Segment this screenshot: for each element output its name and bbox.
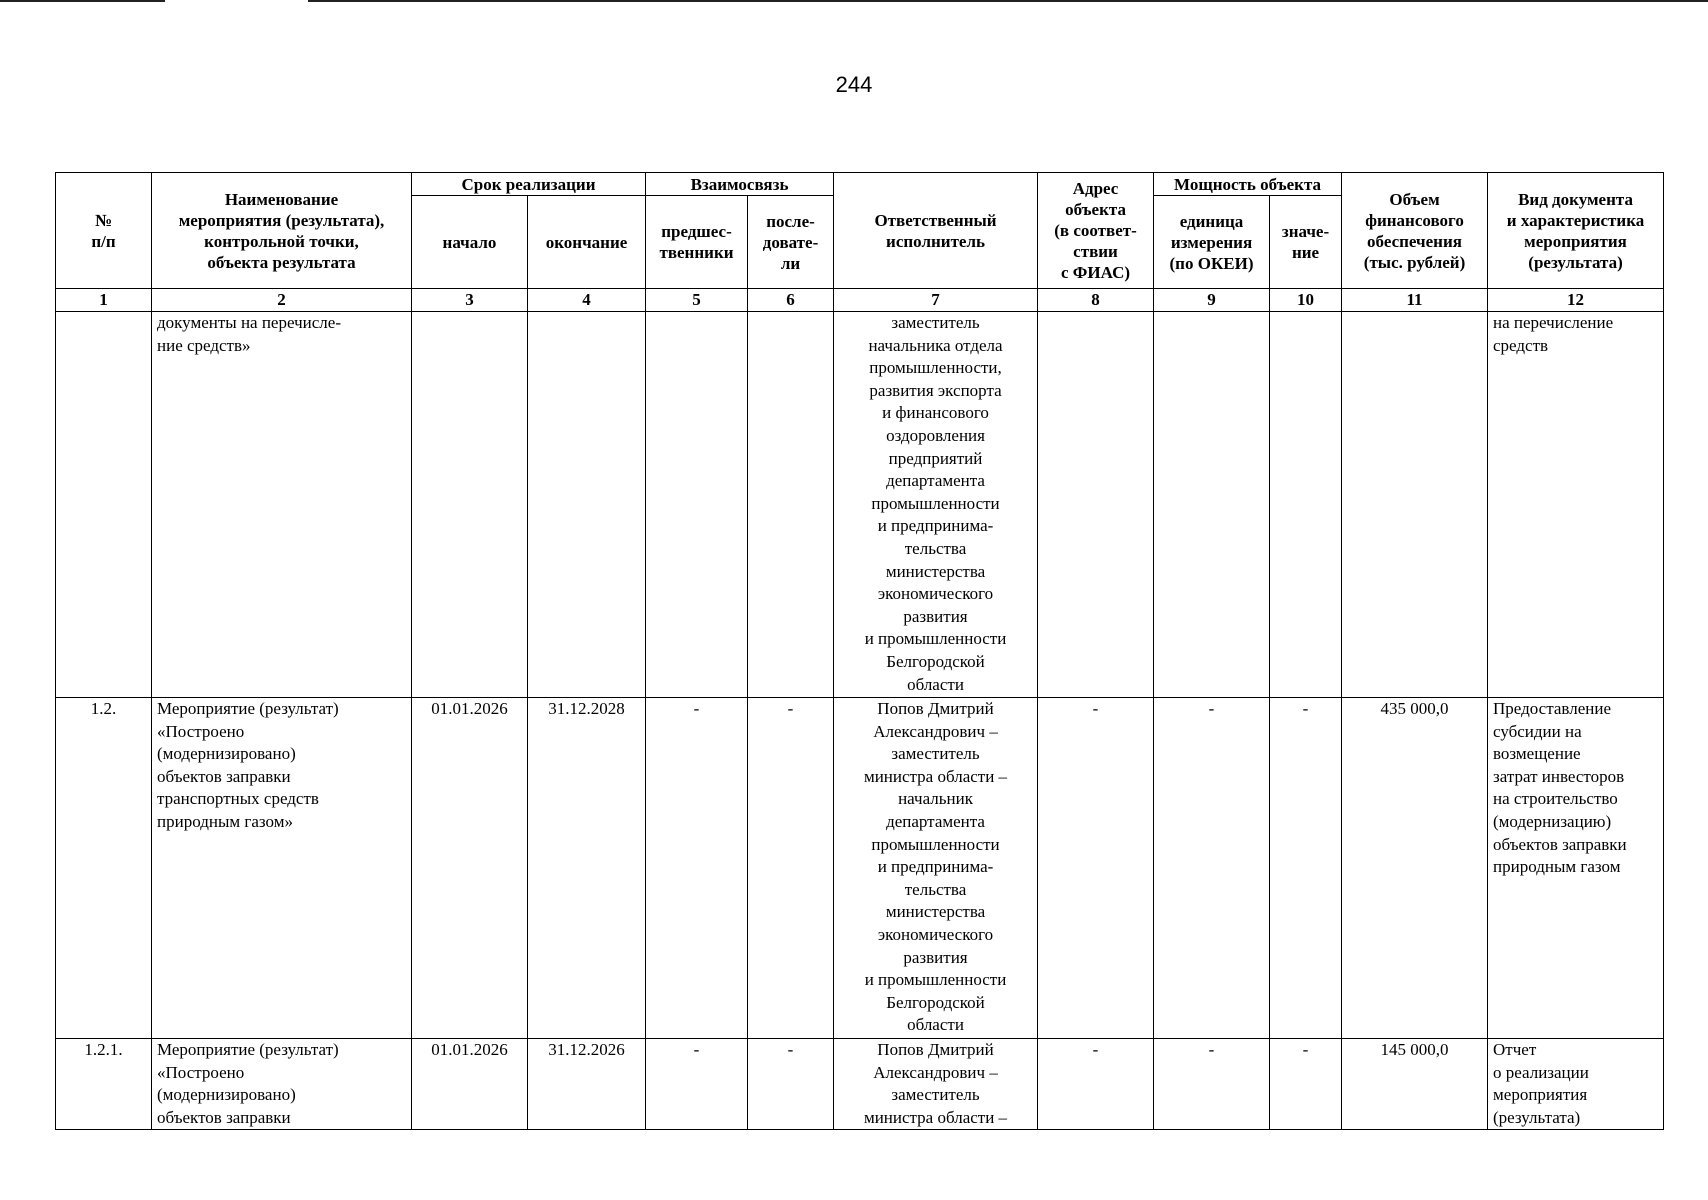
- cell-responsible: Попов Дмитрий Александрович – заместитель министра области – начальник департамента промышленности и предпринима- тельства министерства экономического развития и промышленности Белгородской области: [834, 698, 1038, 1039]
- table-row: [56, 1039, 1664, 1130]
- header-no: № п/п: [56, 173, 152, 289]
- header-capacity: Мощность объекта: [1154, 173, 1342, 196]
- column-number: 3: [412, 289, 528, 312]
- cell-next: -: [748, 698, 834, 1039]
- cell-start: [412, 312, 528, 698]
- column-number: 11: [1342, 289, 1488, 312]
- cell-no: 1.2.1.: [56, 1039, 152, 1130]
- header-name: Наименование мероприятия (результата), контрольной точки, объекта результата: [152, 173, 412, 289]
- column-number: 1: [56, 289, 152, 312]
- cell-name: Мероприятие (результат) «Построено (модернизировано) объектов заправки транспортных средств природным газом»: [152, 698, 412, 1039]
- top-rule-left: [0, 0, 165, 2]
- cell-doc: Отчет о реализации мероприятия (результата): [1488, 1039, 1664, 1130]
- table-row: [56, 312, 1664, 698]
- header-term-end: окончание: [528, 196, 646, 289]
- column-number: 8: [1038, 289, 1154, 312]
- column-number: 10: [1270, 289, 1342, 312]
- header-doc-type: Вид документа и характеристика мероприятия (результата): [1488, 173, 1664, 289]
- header-capacity-value: значе- ние: [1270, 196, 1342, 289]
- cell-start: 01.01.2026: [412, 698, 528, 1039]
- cell-value: -: [1270, 698, 1342, 1039]
- cell-finance: 145 000,0: [1342, 1039, 1488, 1130]
- column-number: 4: [528, 289, 646, 312]
- cell-responsible: Попов Дмитрий Александрович – заместитель министра области –: [834, 1039, 1038, 1130]
- column-number: 12: [1488, 289, 1664, 312]
- cell-finance: 435 000,0: [1342, 698, 1488, 1039]
- column-number: 6: [748, 289, 834, 312]
- cell-prev: [646, 312, 748, 698]
- column-number: 5: [646, 289, 748, 312]
- table-row: [56, 698, 1664, 1039]
- cell-prev: -: [646, 698, 748, 1039]
- cell-responsible: заместитель начальника отдела промышленности, развития экспорта и финансового оздоровления предприятий департамента промышленности и предпринима- тельства министерства экономического развития и промышленности Белгородской области: [834, 312, 1038, 698]
- cell-address: -: [1038, 1039, 1154, 1130]
- header-link-next: после- довате- ли: [748, 196, 834, 289]
- column-number: 9: [1154, 289, 1270, 312]
- header-address: Адрес объекта (в соответ- ствии с ФИАС): [1038, 173, 1154, 289]
- header-responsible: Ответственный исполнитель: [834, 173, 1038, 289]
- cell-name: документы на перечисле- ние средств»: [152, 312, 412, 698]
- header-term: Срок реализации: [412, 173, 646, 196]
- page-number: 244: [835, 72, 873, 97]
- cell-name: Мероприятие (результат) «Построено (модернизировано) объектов заправки: [152, 1039, 412, 1130]
- cell-prev: -: [646, 1039, 748, 1130]
- cell-next: -: [748, 1039, 834, 1130]
- cell-address: -: [1038, 698, 1154, 1039]
- cell-unit: -: [1154, 1039, 1270, 1130]
- plan-table: [55, 172, 1664, 1130]
- cell-address: [1038, 312, 1154, 698]
- cell-next: [748, 312, 834, 698]
- header-finance: Объем финансового обеспечения (тыс. рублей): [1342, 173, 1488, 289]
- cell-start: 01.01.2026: [412, 1039, 528, 1130]
- cell-doc: на перечисление средств: [1488, 312, 1664, 698]
- cell-end: [528, 312, 646, 698]
- cell-no: [56, 312, 152, 698]
- header-link: Взаимосвязь: [646, 173, 834, 196]
- cell-no: 1.2.: [56, 698, 152, 1039]
- top-rule-right: [308, 0, 1708, 2]
- column-number: 7: [834, 289, 1038, 312]
- cell-value: [1270, 312, 1342, 698]
- cell-finance: [1342, 312, 1488, 698]
- column-number: 2: [152, 289, 412, 312]
- cell-end: 31.12.2026: [528, 1039, 646, 1130]
- header-link-prev: предшес- твенники: [646, 196, 748, 289]
- column-number-row: [56, 289, 1664, 312]
- header-capacity-unit: единица измерения (по ОКЕИ): [1154, 196, 1270, 289]
- cell-unit: -: [1154, 698, 1270, 1039]
- cell-end: 31.12.2028: [528, 698, 646, 1039]
- cell-doc: Предоставление субсидии на возмещение затрат инвесторов на строительство (модернизацию) объектов заправки природным газом: [1488, 698, 1664, 1039]
- cell-unit: [1154, 312, 1270, 698]
- cell-value: -: [1270, 1039, 1342, 1130]
- header-term-start: начало: [412, 196, 528, 289]
